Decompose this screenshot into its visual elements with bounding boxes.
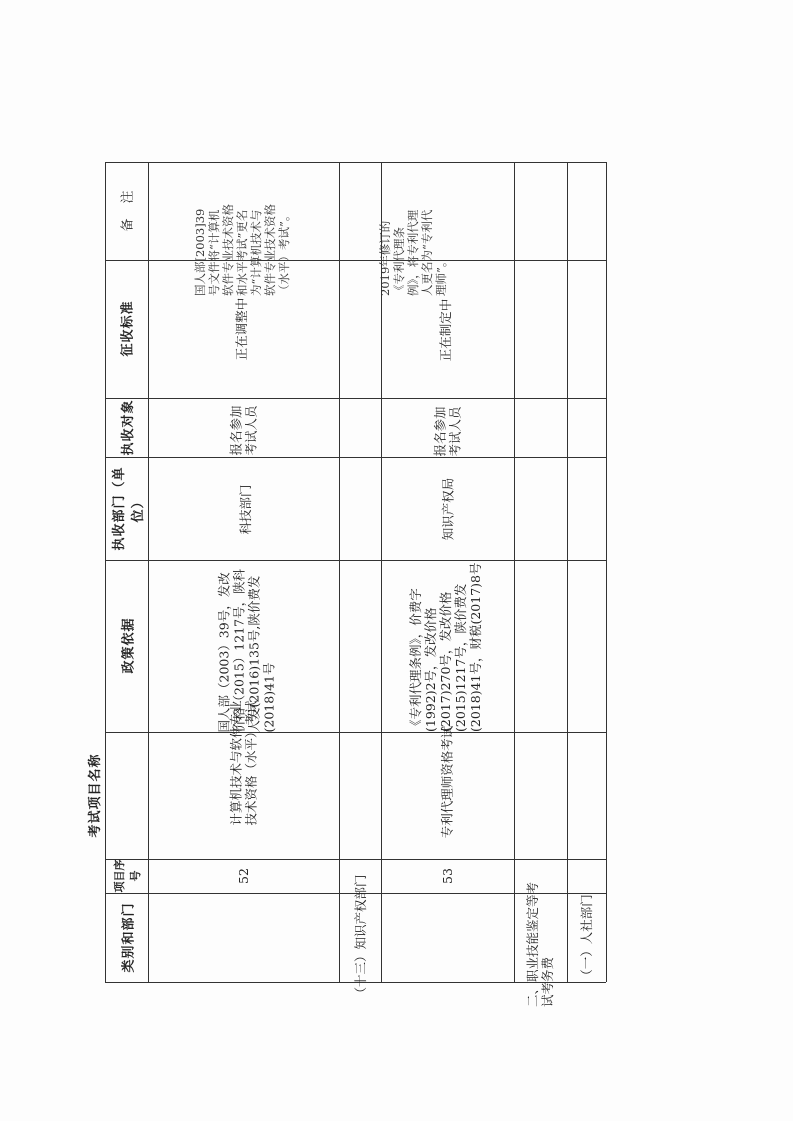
table-rule <box>105 732 606 733</box>
header-exam-name: 考试项目名称 <box>88 753 103 838</box>
row-53-standard: 正在制定中 <box>437 298 453 362</box>
header-serial: 项目序号 <box>113 859 142 893</box>
row-53-policy: 《专利代理条例》，价费字(1992)2号，发改价格(2017)270号，发改价格(2015)1217号，陕价费发(2018)41号，财税(2017)8号 <box>407 562 483 732</box>
header-category: 类别和部门 <box>121 902 137 973</box>
row-52-exam-name: 计算机技术与软件专业技术资格（水平）考试 <box>228 700 259 826</box>
row-52-standard: 正在调整中 <box>233 297 249 361</box>
header-standard: 征收标准 <box>120 300 136 357</box>
row-52-serial: 52 <box>235 868 251 884</box>
header-remark: 备 注 <box>120 189 136 232</box>
row-53-exam-name: 专利代理师资格考试 <box>439 725 454 839</box>
header-policy: 政策依据 <box>121 617 137 674</box>
row-53-serial: 53 <box>439 868 455 884</box>
row-53-target: 报名参加考试人员 <box>432 406 463 457</box>
table-rule <box>105 560 606 561</box>
header-department: 执收部门（单位） <box>111 466 146 551</box>
row-52-remark: 国人部[2003]39号文件将“计算机软件专业技术资格和水平考试”更名为“计算机技术与软件专业技术资格（水平）考试”。 <box>193 204 291 296</box>
row-52-department: 科技部门 <box>238 484 253 535</box>
table-border <box>606 162 607 982</box>
category-hrss-department: （一）人社部门 <box>578 894 594 982</box>
table-rule <box>105 859 606 860</box>
row-53-remark: 2019年修订的《专利代理条例》，将专利代理人更名为“专利代理师”。 <box>378 209 448 296</box>
table-rule <box>105 457 606 458</box>
table-border <box>105 162 606 163</box>
row-52-target: 报名参加考试人员 <box>228 405 259 456</box>
category-ip-department: （十三）知识产权部门 <box>352 874 368 1000</box>
category-vocational-skill-exam-fee: 二、职业技能鉴定等考试考务费 <box>525 881 555 1007</box>
table-rule <box>105 398 606 399</box>
row-53-department: 知识产权局 <box>440 477 455 541</box>
header-target: 执收对象 <box>121 399 136 456</box>
row-52-policy: 国人部（2003）39号，发改价格（2015）1217号，陕科人发(2016)135号,陕价费发(2018)41号 <box>216 568 276 733</box>
